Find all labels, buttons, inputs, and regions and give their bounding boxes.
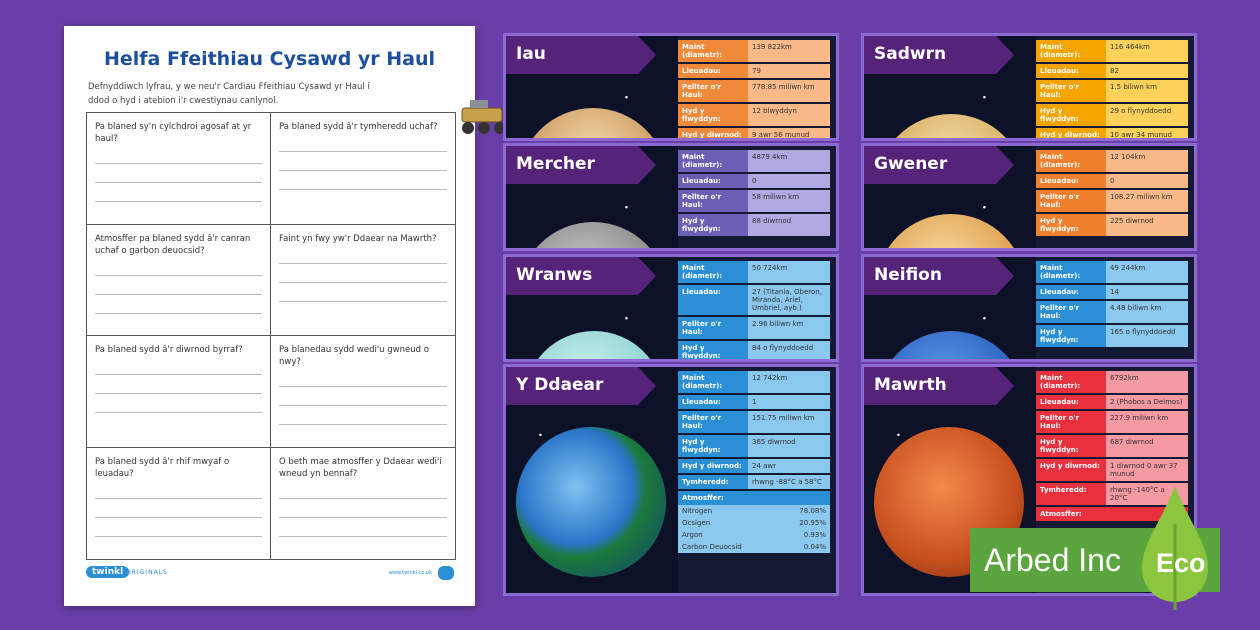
fact-table	[1036, 40, 1188, 141]
planet-name: Sadwrn	[874, 44, 947, 64]
question-text: Pa blaned sydd â'r tymheredd uchaf?	[279, 122, 438, 132]
planet-name: Gwener	[874, 154, 948, 174]
fact-label: Maint (diametr):	[678, 371, 748, 393]
fact-row	[1036, 325, 1188, 347]
fact-label: Hyd y flwyddyn:	[1036, 435, 1106, 457]
question-cell	[87, 336, 271, 448]
fact-label: Tymheredd:	[1036, 483, 1106, 505]
atmosphere-heading: Atmosffer:	[678, 491, 830, 505]
fact-label: Hyd y diwrnod:	[678, 459, 748, 473]
fact-row	[678, 435, 830, 457]
fact-value: 116 464km	[1106, 40, 1188, 62]
fact-row	[1036, 40, 1188, 62]
fact-row	[1036, 411, 1188, 433]
fact-label: Pellter o'r Haul:	[1036, 301, 1106, 323]
fact-value: 9 awr 56 munud	[748, 128, 830, 141]
fact-label: Hyd y flwyddyn:	[1036, 104, 1106, 126]
fact-value: 165 o flynyddoedd	[1106, 325, 1188, 347]
fact-row	[678, 411, 830, 433]
planet-name-banner	[506, 367, 638, 405]
fact-row	[678, 80, 830, 102]
fact-value: 12 742km	[748, 371, 830, 393]
fact-label: Hyd y diwrnod:	[1036, 128, 1106, 141]
fact-label: Hyd y flwyddyn:	[1036, 325, 1106, 347]
fact-value: 84 o flynyddoedd	[748, 341, 830, 362]
planet-name: Neifion	[874, 265, 942, 285]
watermark-brand: Arbed Inc	[984, 542, 1121, 578]
fact-label: Maint (diametr):	[1036, 150, 1106, 172]
fact-row	[678, 459, 830, 473]
fact-label: Lleuadau:	[1036, 174, 1106, 188]
fact-value: 1.5 biliwn km	[1106, 80, 1188, 102]
fact-label: Lleuadau:	[1036, 285, 1106, 299]
fact-table	[678, 261, 830, 362]
planet-name-banner	[506, 36, 638, 74]
fact-label: Pellter o'r Haul:	[1036, 80, 1106, 102]
fact-label: Tymheredd:	[678, 475, 748, 489]
planet-name-banner	[864, 36, 996, 74]
fact-row	[678, 341, 830, 362]
gas-percentage: 78.08%	[799, 507, 826, 515]
fact-label: Hyd y diwrnod:	[1036, 459, 1106, 481]
planet-name-banner	[506, 257, 638, 295]
fact-value: 225 diwrnod	[1106, 214, 1188, 236]
fact-row	[678, 261, 830, 283]
fact-table	[678, 40, 830, 141]
fact-row	[1036, 128, 1188, 141]
fact-value: 687 diwrnod	[1106, 435, 1188, 457]
fact-row	[678, 150, 830, 172]
fact-value: 4.48 biliwn km	[1106, 301, 1188, 323]
worksheet-title: Helfa Ffeithiau Cysawd yr Haul	[103, 48, 436, 70]
fact-row	[1036, 301, 1188, 323]
gas-name: Nitrogen	[682, 507, 713, 515]
fact-label: Pellter o'r Haul:	[1036, 411, 1106, 433]
fact-value: 1	[748, 395, 830, 409]
planet-name: Mawrth	[874, 375, 947, 395]
watermark-leaf-label: Eco	[1156, 548, 1206, 578]
fact-value: 365 diwrnod	[748, 435, 830, 457]
fact-row	[678, 40, 830, 62]
fact-value: 58 miliwn km	[748, 190, 830, 212]
fact-row	[678, 104, 830, 126]
question-cell	[87, 113, 271, 225]
fact-value: 1 diwrnod 0 awr 37 munud	[1106, 459, 1188, 481]
fact-value: 29 o flynyddoedd	[1106, 104, 1188, 126]
fact-label: Pellter o'r Haul:	[678, 80, 748, 102]
gas-percentage: 20.95%	[799, 519, 826, 527]
planet-name-banner	[506, 146, 638, 184]
fact-label: Hyd y flwyddyn:	[678, 104, 748, 126]
fact-row	[1036, 435, 1188, 457]
atmosphere-row	[678, 517, 830, 529]
planet-card	[503, 364, 839, 596]
fact-row	[678, 190, 830, 212]
fact-row	[678, 371, 830, 393]
fact-row	[678, 285, 830, 315]
planet-name: Wranws	[516, 265, 593, 285]
fact-value: 12 blwyddyn	[748, 104, 830, 126]
question-cell	[87, 225, 271, 337]
planet-card	[503, 254, 839, 362]
fact-value: 10 awr 34 munud	[1106, 128, 1188, 141]
fact-row	[1036, 459, 1188, 481]
fact-value: 12 104km	[1106, 150, 1188, 172]
question-cell	[271, 225, 455, 337]
fact-value: 0	[1106, 174, 1188, 188]
question-text: Pa blaned sy'n cylchdroi agosaf at yr haul?	[95, 122, 252, 144]
fact-value: 108.27 miliwn km	[1106, 190, 1188, 212]
fact-label: Maint (diametr):	[1036, 261, 1106, 283]
fact-row	[1036, 174, 1188, 188]
fact-label: Maint (diametr):	[1036, 40, 1106, 62]
fact-label: Maint (diametr):	[1036, 371, 1106, 393]
question-text: Atmosffer pa blaned sydd â'r canran uchaf o garbon deuocsid?	[95, 233, 251, 256]
fact-row	[1036, 104, 1188, 126]
fact-table	[1036, 150, 1188, 238]
fact-row	[678, 128, 830, 141]
fact-row	[678, 64, 830, 78]
question-grid	[86, 112, 456, 560]
twinkl-originals-label: ORIGINALS	[126, 569, 168, 576]
fact-label: Lleuadau:	[678, 174, 748, 188]
fact-row	[1036, 190, 1188, 212]
planet-name-banner	[864, 367, 996, 405]
worksheet	[64, 26, 475, 606]
fact-label: Maint (diametr):	[678, 261, 748, 283]
atmosphere-row	[678, 505, 830, 517]
fact-value: rhwng -88°C a 58°C	[748, 475, 830, 489]
fact-label: Lleuadau:	[678, 285, 748, 315]
fact-value: 6792km	[1106, 371, 1188, 393]
fact-label: Hyd y flwyddyn:	[678, 435, 748, 457]
question-text: Pa blanedau sydd wedi'u gwneud o nwy?	[279, 345, 429, 367]
fact-table	[678, 371, 830, 553]
fact-value: 27 (Titania, Oberon, Miranda, Ariel, Umbriel, ayb.)	[748, 285, 830, 315]
planet-name: Iau	[516, 44, 546, 64]
fact-label: Lleuadau:	[678, 64, 748, 78]
question-text: Pa blaned sydd â'r rhif mwyaf o leuadau?	[95, 456, 230, 479]
fact-value: 2.96 biliwn km	[748, 317, 830, 339]
atmosphere-heading: Atmosffer:	[1036, 507, 1188, 521]
atmosphere-row	[678, 541, 830, 553]
fact-value: 2 (Phobos a Deimos)	[1106, 395, 1188, 409]
fact-label: Hyd y flwyddyn:	[678, 214, 748, 236]
fact-row	[678, 214, 830, 236]
planet-image	[516, 427, 666, 577]
planet-card	[861, 33, 1197, 141]
planet-card	[861, 254, 1197, 362]
fact-label: Pellter o'r Haul:	[678, 317, 748, 339]
gas-percentage: 0.93%	[803, 531, 826, 539]
worksheet-intro: Defnyddiwch lyfrau, y we neu'r Cardiau Ffeithiau Cysawd yr Haul i ddod o hyd i atebion i'r cwestiynau canlynol.	[88, 82, 370, 106]
fact-row	[1036, 64, 1188, 78]
fact-row	[678, 395, 830, 409]
fact-value: 151.75 miliwn km	[748, 411, 830, 433]
fact-value: 4879.4km	[748, 150, 830, 172]
question-cell	[271, 113, 455, 225]
fact-value: 778.85 miliwn km	[748, 80, 830, 102]
fact-value: 24 awr	[748, 459, 830, 473]
question-text: Faint yn fwy yw'r Ddaear na Mawrth?	[279, 233, 437, 244]
fact-value: 49 244km	[1106, 261, 1188, 283]
fact-value: 88 diwrnod	[748, 214, 830, 236]
question-cell	[271, 448, 455, 560]
gas-name: Carbon Deuocsid	[682, 543, 742, 551]
planet-name: Y Ddaear	[516, 375, 604, 395]
fact-label: Maint (diametr):	[678, 150, 748, 172]
fact-value: 227.9 miliwn km	[1106, 411, 1188, 433]
fact-row	[1036, 261, 1188, 283]
fact-value: 14	[1106, 285, 1188, 299]
fact-table	[678, 150, 830, 238]
fact-value: 79	[748, 64, 830, 78]
fact-value: 50 724km	[748, 261, 830, 283]
fact-row	[1036, 150, 1188, 172]
fact-row	[1036, 371, 1188, 393]
fact-label: Lleuadau:	[678, 395, 748, 409]
planet-card	[503, 143, 839, 251]
planet-name-banner	[864, 257, 996, 295]
fact-label: Lleuadau:	[1036, 395, 1106, 409]
fact-row	[678, 475, 830, 489]
fact-label: Pellter o'r Haul:	[678, 190, 748, 212]
question-text: O beth mae atmosffer y Ddaear wedi'i wneud yn bennaf?	[279, 456, 442, 479]
twinkl-badge-icon	[438, 566, 454, 580]
question-text: Pa blaned sydd â'r diwrnod byrraf?	[95, 345, 243, 355]
fact-label: Hyd y flwyddyn:	[1036, 214, 1106, 236]
fact-row	[678, 174, 830, 188]
fact-value: rhwng -140°C a 20°C	[1106, 483, 1188, 505]
gas-name: Argon	[682, 531, 703, 539]
planet-card	[503, 33, 839, 141]
planet-name-banner	[864, 146, 996, 184]
fact-label: Lleuadau:	[1036, 64, 1106, 78]
fact-row	[1036, 80, 1188, 102]
fact-row	[1036, 214, 1188, 236]
fact-row	[1036, 285, 1188, 299]
atmosphere-table	[678, 505, 830, 553]
question-cell	[271, 336, 455, 448]
gas-percentage: 0.04%	[803, 543, 826, 551]
gas-name: Ocsigen	[682, 519, 711, 527]
fact-row	[678, 317, 830, 339]
fact-label: Maint (diametr):	[678, 40, 748, 62]
fact-row	[1036, 395, 1188, 409]
question-cell	[87, 448, 271, 560]
fact-label: Pellter o'r Haul:	[678, 411, 748, 433]
fact-value: 0	[748, 174, 830, 188]
fact-label: Hyd y diwrnod:	[678, 128, 748, 141]
fact-value: 82	[1106, 64, 1188, 78]
worksheet-footer	[86, 566, 454, 584]
atmosphere-row	[678, 529, 830, 541]
planet-card	[861, 143, 1197, 251]
fact-label: Pellter o'r Haul:	[1036, 190, 1106, 212]
fact-label: Hyd y flwyddyn:	[678, 341, 748, 362]
fact-value: 139 822km	[748, 40, 830, 62]
planet-name: Mercher	[516, 154, 595, 174]
fact-table	[1036, 261, 1188, 349]
twinkl-logo: twinkl	[86, 566, 129, 578]
footer-url: www.twinkl.co.uk	[388, 570, 432, 576]
